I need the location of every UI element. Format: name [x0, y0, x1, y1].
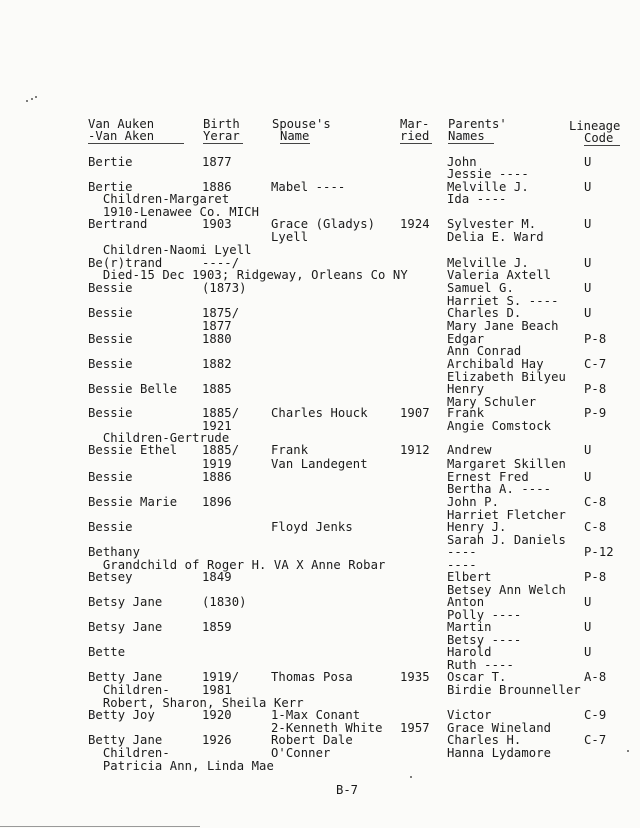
scan-speck — [31, 98, 33, 100]
header-married-line1: Mar- — [400, 117, 430, 131]
lineage-cell: A-8 — [584, 670, 607, 684]
parents-cell: Ruth ---- — [447, 658, 514, 672]
spouse-cell: 2-Kenneth White — [271, 721, 383, 735]
parents-cell: Delia E. Ward — [447, 230, 544, 244]
birth-cell: 1885/ — [202, 406, 240, 420]
birth-cell: (1873) — [202, 281, 247, 295]
married-cell: 1924 — [400, 217, 430, 231]
name-cell: Betty Jane — [88, 733, 163, 747]
birth-cell: 1886 — [202, 470, 232, 484]
name-cell: Bessie — [88, 520, 133, 534]
name-cell: Be(r)trand — [88, 256, 163, 270]
lineage-cell: U — [584, 443, 592, 457]
parents-cell: Sarah J. Daniels — [447, 533, 566, 547]
name-cell: Died-15 Dec 1903; Ridgeway, Orleans Co NY — [88, 268, 408, 282]
name-cell: Robert, Sharon, Sheila Kerr — [88, 696, 304, 710]
lineage-cell: U — [584, 645, 592, 659]
birth-cell: 1885/ — [202, 443, 240, 457]
spouse-cell: Grace (Gladys) — [271, 217, 376, 231]
header-spouse-line1: Spouse's — [272, 117, 331, 131]
name-cell: Bethany — [88, 545, 141, 559]
header-parents-line1: Parents' — [448, 117, 507, 131]
header-underline — [88, 143, 184, 144]
parents-cell: Samuel G. — [447, 281, 514, 295]
parents-cell: Melville J. — [447, 180, 529, 194]
lineage-cell: U — [584, 180, 592, 194]
header-name-line2: -Van Aken — [88, 129, 155, 143]
spouse-cell: Van Landegent — [271, 457, 368, 471]
married-cell: 1912 — [400, 443, 430, 457]
birth-cell: 1919 — [202, 457, 232, 471]
parents-cell: Bertha A. ---- — [447, 482, 552, 496]
birth-cell: 1921 — [202, 419, 232, 433]
birth-cell: 1859 — [202, 620, 232, 634]
scan-edge — [0, 826, 200, 827]
parents-cell: John P. — [447, 495, 500, 509]
name-cell: Bessie — [88, 281, 133, 295]
parents-cell: Charles D. — [447, 306, 522, 320]
parents-cell: Ida ---- — [447, 192, 507, 206]
name-cell: Betsey — [88, 570, 133, 584]
name-cell: Patricia Ann, Linda Mae — [88, 759, 274, 773]
lineage-cell: U — [584, 256, 592, 270]
birth-cell: 1875/ — [202, 306, 240, 320]
lineage-cell: C-9 — [584, 708, 607, 722]
birth-cell: 1885 — [202, 382, 232, 396]
name-cell: Bessie — [88, 332, 133, 346]
parents-cell: Angie Comstock — [447, 419, 552, 433]
lineage-cell: U — [584, 155, 592, 169]
married-cell: 1957 — [400, 721, 430, 735]
lineage-cell: P-9 — [584, 406, 607, 420]
parents-cell: Hanna Lydamore — [447, 746, 552, 760]
parents-cell: Jessie ---- — [447, 167, 529, 181]
header-underline — [400, 143, 432, 144]
header-parents-line2: Names — [448, 129, 485, 143]
name-cell: Bertie — [88, 180, 133, 194]
parents-cell: Oscar T. — [447, 670, 507, 684]
name-cell: Bessie Belle — [88, 382, 178, 396]
lineage-cell: P-8 — [584, 570, 607, 584]
name-cell: Children-Gertrude — [88, 431, 230, 445]
birth-cell: 1886 — [202, 180, 232, 194]
lineage-cell: C-8 — [584, 495, 607, 509]
parents-cell: Betsey Ann Welch — [447, 583, 566, 597]
birth-cell: 1849 — [202, 570, 232, 584]
parents-cell: Birdie Brounneller — [447, 683, 581, 697]
birth-cell: 1920 — [202, 708, 232, 722]
parents-cell: Martin — [447, 620, 492, 634]
name-cell: Bertie — [88, 155, 133, 169]
birth-cell: 1926 — [202, 733, 232, 747]
name-cell: Grandchild of Roger H. VA X Anne Robar — [88, 558, 386, 572]
scan-speck — [35, 96, 37, 98]
spouse-cell: Frank — [271, 443, 309, 457]
parents-cell: Archibald Hay — [447, 357, 544, 371]
header-birth-line2: Yerar — [203, 129, 240, 143]
header-birth-line1: Birth — [203, 117, 240, 131]
lineage-cell: C-8 — [584, 520, 607, 534]
birth-cell: 1896 — [202, 495, 232, 509]
birth-cell: 1877 — [202, 319, 232, 333]
name-cell: Bette — [88, 645, 126, 659]
scan-speck — [627, 750, 629, 752]
name-cell: Bessie Marie — [88, 495, 178, 509]
name-cell: 1910-Lenawee Co. MICH — [88, 205, 260, 219]
header-underline — [584, 145, 620, 146]
parents-cell: Harriet S. ---- — [447, 294, 559, 308]
birth-cell: 1882 — [202, 357, 232, 371]
header-underline — [280, 143, 310, 144]
lineage-cell: C-7 — [584, 357, 607, 371]
parents-cell: Edgar — [447, 332, 485, 346]
spouse-cell: Lyell — [271, 230, 309, 244]
parents-cell: Harriet Fletcher — [447, 508, 566, 522]
name-cell: Bessie — [88, 357, 133, 371]
lineage-cell: U — [584, 306, 592, 320]
birth-cell: 1903 — [202, 217, 232, 231]
name-cell: Bessie Ethel — [88, 443, 178, 457]
parents-cell: Charles H. — [447, 733, 522, 747]
name-cell: Bertrand — [88, 217, 148, 231]
name-cell: Bessie — [88, 306, 133, 320]
parents-cell: Ernest Fred — [447, 470, 529, 484]
birth-cell: 1877 — [202, 155, 232, 169]
parents-cell: John — [447, 155, 477, 169]
spouse-cell: Thomas Posa — [271, 670, 353, 684]
name-cell: Betsy Jane — [88, 620, 163, 634]
parents-cell: Anton — [447, 595, 485, 609]
name-cell: Children- — [88, 746, 170, 760]
married-cell: 1935 — [400, 670, 430, 684]
spouse-cell: Charles Houck — [271, 406, 368, 420]
birth-cell: 1919/ — [202, 670, 240, 684]
parents-cell: Ann Conrad — [447, 344, 522, 358]
spouse-cell: Robert Dale — [271, 733, 353, 747]
name-cell: Betsy Jane — [88, 595, 163, 609]
name-cell: Betty Jane — [88, 670, 163, 684]
name-cell: Children-Naomi Lyell — [88, 243, 252, 257]
parents-cell: Elbert — [447, 570, 492, 584]
lineage-cell: U — [584, 595, 592, 609]
spouse-cell: Floyd Jenks — [271, 520, 353, 534]
lineage-cell: P-8 — [584, 332, 607, 346]
birth-cell: 1880 — [202, 332, 232, 346]
lineage-cell: P-12 — [584, 545, 614, 559]
parents-cell: Grace Wineland — [447, 721, 552, 735]
lineage-cell: U — [584, 620, 592, 634]
parents-cell: Harold — [447, 645, 492, 659]
header-lineage-line2: Code — [584, 131, 614, 145]
parents-cell: Betsy ---- — [447, 633, 522, 647]
spouse-cell: Mabel ---- — [271, 180, 346, 194]
parents-cell: Mary Schuler — [447, 395, 537, 409]
scan-speck — [410, 776, 412, 778]
name-cell: Children- — [88, 683, 170, 697]
parents-cell: Henry — [447, 382, 485, 396]
lineage-cell: C-7 — [584, 733, 607, 747]
birth-cell: (1830) — [202, 595, 247, 609]
page-number: B-7 — [336, 783, 359, 797]
birth-cell: 1981 — [202, 683, 232, 697]
parents-cell: Frank — [447, 406, 485, 420]
lineage-cell: U — [584, 217, 592, 231]
parents-cell: Henry J. — [447, 520, 507, 534]
header-underline — [203, 143, 243, 144]
lineage-cell: P-8 — [584, 382, 607, 396]
name-cell: Bessie — [88, 470, 133, 484]
parents-cell: Mary Jane Beach — [447, 319, 559, 333]
lineage-cell: U — [584, 470, 592, 484]
parents-cell: Sylvester M. — [447, 217, 537, 231]
header-name-line1: Van Auken — [88, 117, 155, 131]
parents-cell: Victor — [447, 708, 492, 722]
parents-cell: ---- — [447, 558, 477, 572]
header-underline — [448, 143, 494, 144]
parents-cell: Margaret Skillen — [447, 457, 566, 471]
parents-cell: Andrew — [447, 443, 492, 457]
lineage-cell: U — [584, 281, 592, 295]
parents-cell: ---- — [447, 545, 477, 559]
name-cell: Children-Margaret — [88, 192, 230, 206]
parents-cell: Melville J. — [447, 256, 529, 270]
header-married-line2: ried — [400, 129, 430, 143]
header-spouse-line2: Name — [280, 129, 310, 143]
spouse-cell: O'Conner — [271, 746, 331, 760]
spouse-cell: 1-Max Conant — [271, 708, 361, 722]
name-cell: Betty Joy — [88, 708, 155, 722]
parents-cell: Elizabeth Bilyeu — [447, 370, 566, 384]
parents-cell: Polly ---- — [447, 608, 522, 622]
name-cell: Bessie — [88, 406, 133, 420]
married-cell: 1907 — [400, 406, 430, 420]
scan-speck — [26, 100, 28, 102]
birth-cell: ----/ — [202, 256, 240, 270]
header-lineage-line1: Lineage — [569, 119, 621, 133]
parents-cell: Valeria Axtell — [447, 268, 552, 282]
